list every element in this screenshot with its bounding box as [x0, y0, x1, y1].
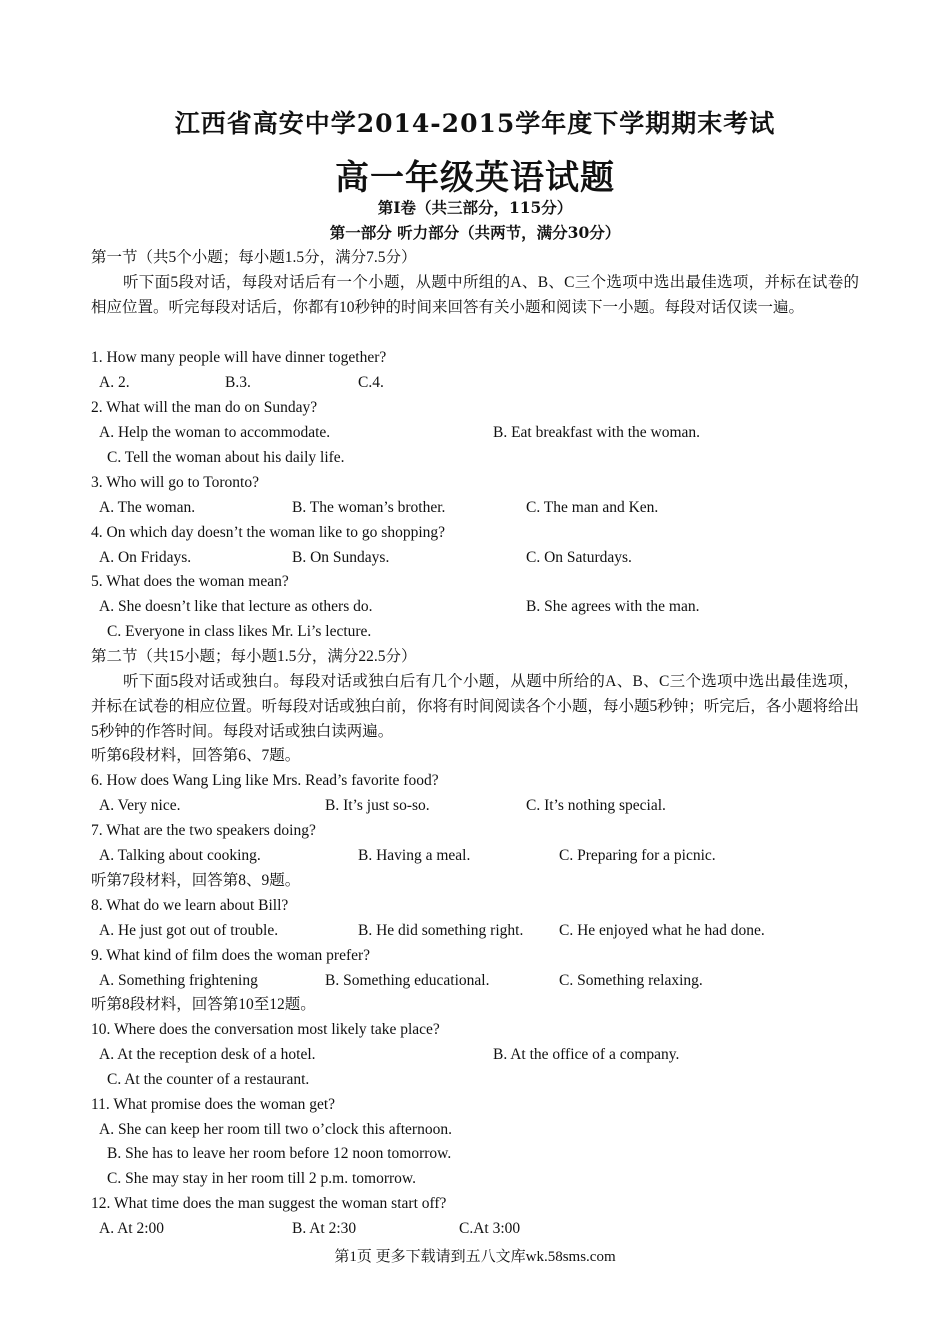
- q11-option-a: A. She can keep her room till two o’clock this afternoon.: [99, 1121, 452, 1138]
- q4-option-c: C. On Saturdays.: [526, 549, 632, 566]
- q5-option-a: A. She doesn’t like that lecture as others do.: [99, 598, 373, 615]
- question-10: 10. Where does the conversation most likely take place?: [91, 1021, 440, 1038]
- q12-option-c: C.At 3:00: [459, 1220, 521, 1237]
- q6-option-b: B. It’s just so-so.: [325, 797, 430, 814]
- question-11: 11. What promise does the woman get?: [91, 1096, 336, 1113]
- exam-title: 江西省高安中学2014-2015学年度下学期期末考试: [174, 109, 776, 138]
- volume-heading: 第I卷（共三部分，115分）: [377, 198, 573, 217]
- section2-instructions: 听下面5段对话或独白。每段对话或独白后有几个小题，从题中所给的A、B、C三个选项中选出最佳选项，并标在试卷的相应位置。听每段对话或独白前，你将有时间阅读各个小题，每小题5秒钟；听完后，各小题将给出5秒钟的作答时间。每段对话或独白读两遍。: [91, 673, 859, 740]
- q8-option-b: B. He did something right.: [358, 922, 524, 939]
- question-2: 2. What will the man do on Sunday?: [91, 399, 318, 416]
- question-9: 9. What kind of film does the woman prefer?: [91, 947, 371, 964]
- q2-option-c: C. Tell the woman about his daily life.: [107, 449, 345, 466]
- page-footer: 第1页 更多下载请到五八文库wk.58sms.com: [334, 1249, 616, 1265]
- q11-option-b: B. She has to leave her room before 12 noon tomorrow.: [107, 1145, 452, 1162]
- q8-option-c: C. He enjoyed what he had done.: [559, 922, 765, 939]
- q5-option-c: C. Everyone in class likes Mr. Li’s lecture.: [107, 623, 372, 640]
- material-6-note: 听第6段材料，回答第6、7题。: [91, 747, 301, 764]
- material-8-note: 听第8段材料，回答第10至12题。: [91, 996, 316, 1013]
- question-4: 4. On which day doesn’t the woman like to go shopping?: [91, 524, 446, 541]
- question-8: 8. What do we learn about Bill?: [91, 897, 289, 914]
- question-5: 5. What does the woman mean?: [91, 573, 289, 590]
- question-12: 12. What time does the man suggest the woman start off?: [91, 1195, 447, 1212]
- q10-option-b: B. At the office of a company.: [493, 1046, 680, 1063]
- q12-option-b: B. At 2:30: [292, 1220, 357, 1237]
- section1-instructions: 听下面5段对话，每段对话后有一个小题，从题中所组的A、B、C三个选项中选出最佳选项，并标在试卷的相应位置。听完每段对话后，你都有10秒钟的时间来回答有关小题和阅读下一小题。每段对话仅读一遍。: [91, 274, 859, 316]
- question-3: 3. Who will go to Toronto?: [91, 474, 259, 491]
- q10-option-a: A. At the reception desk of a hotel.: [99, 1046, 316, 1063]
- q11-option-c: C. She may stay in her room till 2 p.m. tomorrow.: [107, 1170, 416, 1187]
- exam-subtitle: 高一年级英语试题: [335, 158, 615, 198]
- q4-option-a: A. On Fridays.: [99, 549, 192, 566]
- q3-option-b: B. The woman’s brother.: [292, 499, 446, 516]
- q4-option-b: B. On Sundays.: [292, 549, 390, 566]
- section2-heading: 第二节（共15小题；每小题1.5分，满分22.5分）: [91, 648, 417, 665]
- question-7: 7. What are the two speakers doing?: [91, 822, 316, 839]
- q5-option-b: B. She agrees with the man.: [526, 598, 700, 615]
- q7-option-a: A. Talking about cooking.: [99, 847, 261, 864]
- q8-option-a: A. He just got out of trouble.: [99, 922, 279, 939]
- q9-option-b: B. Something educational.: [325, 972, 490, 989]
- q2-option-a: A. Help the woman to accommodate.: [99, 424, 331, 441]
- q9-option-a: A. Something frightening: [99, 972, 258, 989]
- part-heading: 第一部分 听力部分（共两节，满分30分）: [329, 223, 621, 242]
- q1-option-b: B.3.: [225, 374, 251, 391]
- question-1: 1. How many people will have dinner together?: [91, 349, 387, 366]
- q7-option-c: C. Preparing for a picnic.: [559, 847, 716, 864]
- q12-option-a: A. At 2:00: [99, 1220, 165, 1237]
- q6-option-a: A. Very nice.: [99, 797, 181, 814]
- q1-option-c: C.4.: [358, 374, 384, 391]
- q9-option-c: C. Something relaxing.: [559, 972, 703, 989]
- q2-option-b: B. Eat breakfast with the woman.: [493, 424, 701, 441]
- q6-option-c: C. It’s nothing special.: [526, 797, 666, 814]
- material-7-note: 听第7段材料，回答第8、9题。: [91, 872, 301, 889]
- q7-option-b: B. Having a meal.: [358, 847, 471, 864]
- question-6: 6. How does Wang Ling like Mrs. Read’s favorite food?: [91, 772, 439, 789]
- q1-option-a: A. 2.: [99, 374, 130, 391]
- q10-option-c: C. At the counter of a restaurant.: [107, 1071, 310, 1088]
- q3-option-a: A. The woman.: [99, 499, 196, 516]
- section1-heading: 第一节（共5个小题；每小题1.5分，满分7.5分）: [91, 249, 417, 266]
- q3-option-c: C. The man and Ken.: [526, 499, 659, 516]
